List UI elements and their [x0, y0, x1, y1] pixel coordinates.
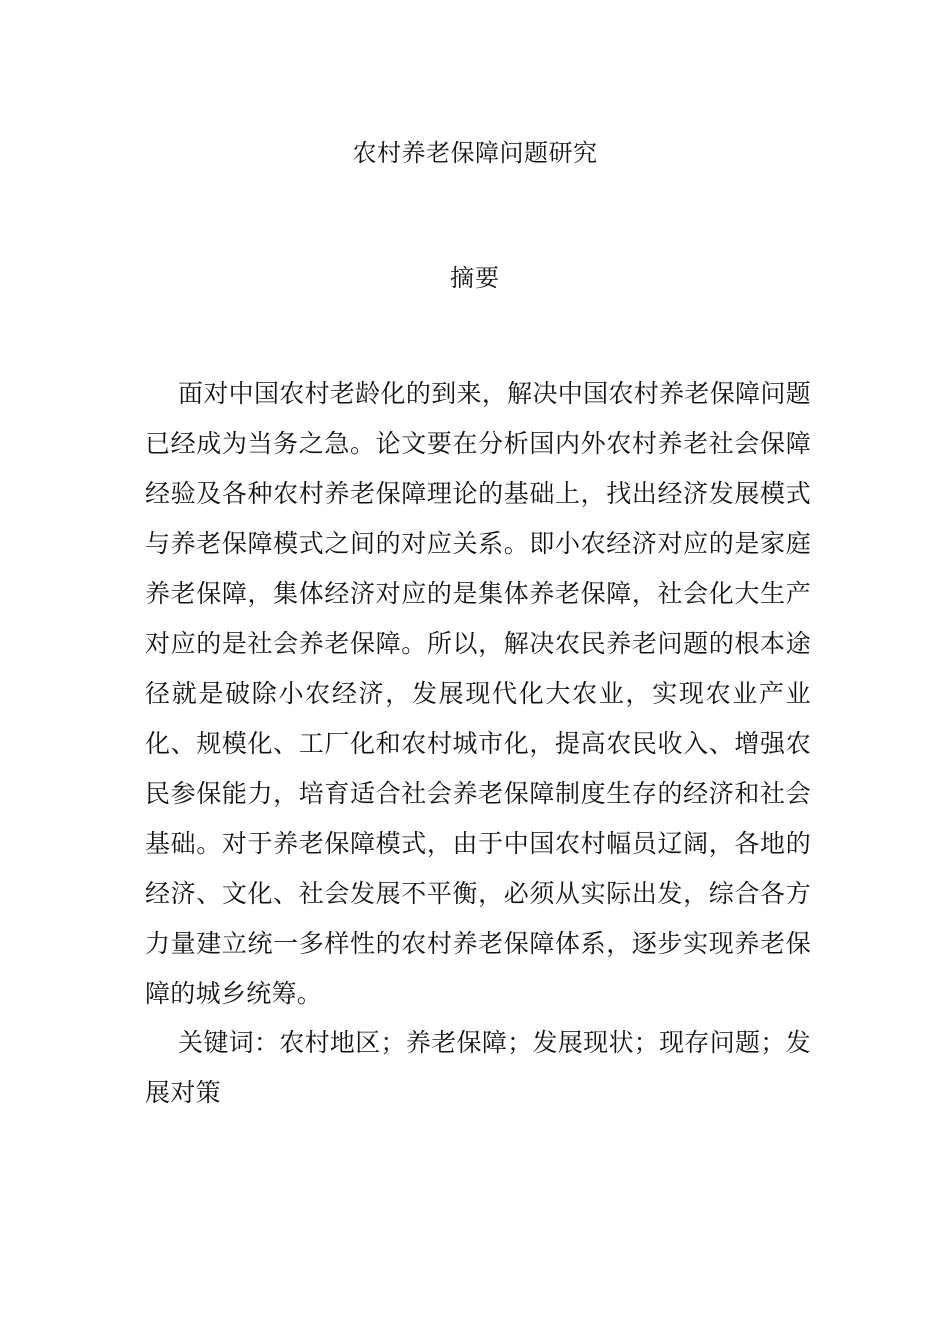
- document-title: 农村养老保障问题研究: [352, 139, 598, 167]
- keywords-paragraph: 关键词：农村地区；养老保障；发展现状；现存问题；发展对策: [145, 1028, 811, 1107]
- abstract-paragraph: 面对中国农村老龄化的到来，解决中国农村养老保障问题已经成为当务之急。论文要在分析国内外农村养老社会保障经验及各种农村养老保障理论的基础上，找出经济发展模式与养老保障模式之间的对应关系。即小农经济对应的是家庭养老保障，集体经济对应的是集体养老保障，社会化大生产对应的是社会养老保障。所以，解决农民养老问题的根本途径就是破除小农经济，发展现代化大农业，实现农业产业化、规模化、工厂化和农村城市化，提高农民收入、增强农民参保能力，培育适合社会养老保障制度生存的经济和社会基础。对于养老保障模式，由于中国农村幅员辽阔，各地的经济、文化、社会发展不平衡，必须从实际出发，综合各方力量建立统一多样性的农村养老保障体系，逐步实现养老保障的城乡统筹。: [145, 379, 811, 1008]
- abstract-heading: 摘要: [450, 264, 500, 292]
